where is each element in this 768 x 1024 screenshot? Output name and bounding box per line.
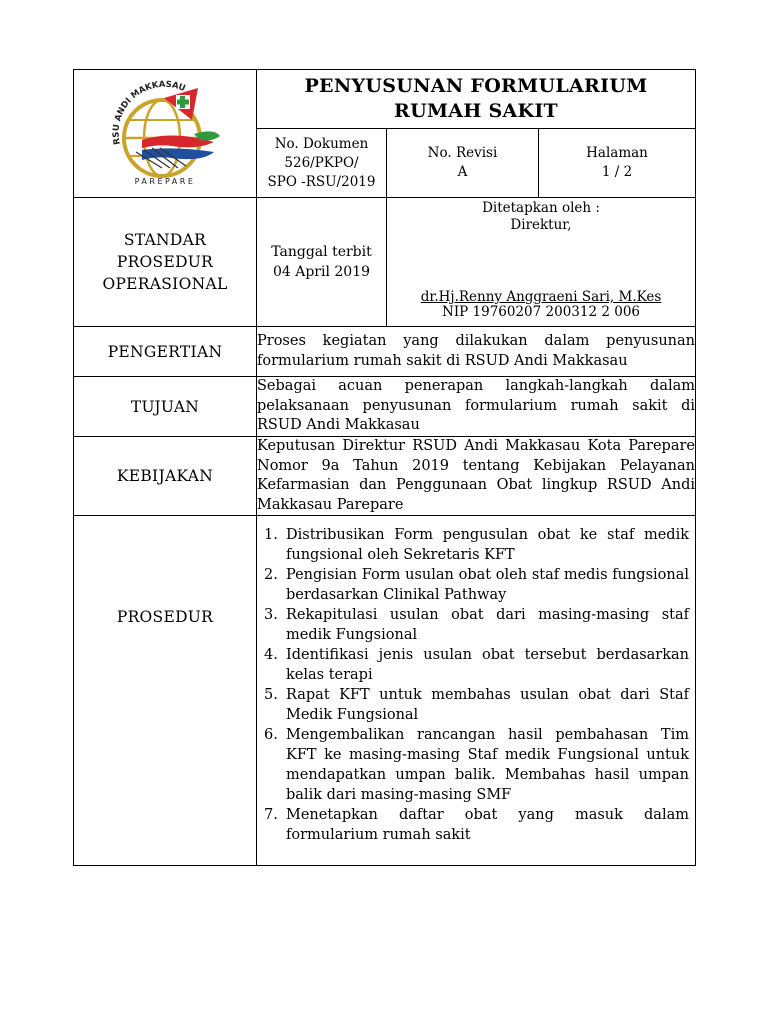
procedure-step <box>264 565 689 605</box>
procedure-step-number: 7. <box>264 807 278 823</box>
page-value: 1 / 2 <box>601 164 633 180</box>
procedure-step-text: Menetapkan daftar obat yang masuk dalam formularium rumah sakit <box>286 807 689 843</box>
page-label: Halaman <box>586 145 648 161</box>
logo-bottom-text: PAREPARE <box>134 176 196 186</box>
procedure-step-number: 1. <box>264 527 278 543</box>
procedure-step-number: 4. <box>264 647 278 663</box>
kebijakan-text: Keputusan Direktur RSUD Andi Makkasau Kota Parepare Nomor 9a Tahun 2019 tentang Kebijakan Pelayanan Kefarmasian dan Penggunaan Obat lingkup RSUD Andi Makkasau Parepare <box>257 437 696 516</box>
approver-position: Direktur, <box>510 217 572 233</box>
procedure-step-number: 5. <box>264 687 278 703</box>
hospital-logo-cell <box>74 70 257 198</box>
pengertian-label: PENGERTIAN <box>74 327 257 377</box>
issued-date: 04 April 2019 <box>272 264 371 280</box>
logo-arc-text: RSU ANDI MAKKASAU <box>111 79 187 145</box>
sop-label-line-3: OPERASIONAL <box>102 275 228 293</box>
procedure-step-text: Rekapitulasi usulan obat dari masing-masing staf medik Fungsional <box>286 607 689 643</box>
procedure-step-number: 3. <box>264 607 278 623</box>
procedure-step-text: Mengembalikan rancangan hasil pembahasan Tim KFT ke masing-masing Staf medik Fungsional untuk mendapatkan umpan balik. Membahas hasil umpan balik dari masing-masing SMF <box>286 727 689 803</box>
sop-label-cell <box>74 198 257 327</box>
procedure-step-text: Pengisian Form usulan obat oleh staf medis fungsional berdasarkan Clinikal Pathway <box>286 567 689 603</box>
procedure-step-text: Identifikasi jenis usulan obat tersebut berdasarkan kelas terapi <box>286 647 689 683</box>
tujuan-label: TUJUAN <box>74 377 257 437</box>
page-cell <box>539 129 696 198</box>
procedure-step <box>264 645 689 685</box>
approval-cell <box>387 198 696 327</box>
issued-label: Tanggal terbit <box>271 244 372 260</box>
sop-label-line-2: PROSEDUR <box>116 253 214 271</box>
document-title <box>257 70 696 129</box>
procedure-step <box>264 525 689 565</box>
procedure-step <box>264 805 689 845</box>
document-number-value-2: SPO -RSU/2019 <box>267 173 376 190</box>
sop-label-line-1: STANDAR <box>123 231 207 249</box>
document-number-label: No. Dokumen <box>274 135 369 152</box>
issued-date-cell <box>257 198 387 327</box>
procedure-step-text: Distribusikan Form pengusulan obat ke staf medik fungsional oleh Sekretaris KFT <box>286 527 689 563</box>
approved-by-label: Ditetapkan oleh : <box>482 200 600 216</box>
tujuan-text: Sebagai acuan penerapan langkah-langkah dalam pelaksanaan penyusunan formularium rumah sakit di RSUD Andi Makkasau <box>257 377 696 437</box>
procedure-step-number: 6. <box>264 727 278 743</box>
revision-cell <box>387 129 539 198</box>
prosedur-label: PROSEDUR <box>74 516 257 866</box>
kebijakan-label: KEBIJAKAN <box>74 437 257 516</box>
procedure-step-number: 2. <box>264 567 278 583</box>
prosedur-cell <box>257 516 696 866</box>
title-line-1: PENYUSUNAN FORMULARIUM <box>304 75 648 97</box>
title-line-2: RUMAH SAKIT <box>393 100 558 122</box>
procedure-step <box>264 685 689 725</box>
procedure-list <box>257 516 695 865</box>
procedure-step <box>264 725 689 805</box>
signer-name: dr.Hj.Renny Anggraeni Sari, M.Kes <box>420 289 662 305</box>
document-number-value-1: 526/PKPO/ <box>284 154 359 171</box>
sop-document-table <box>73 69 696 866</box>
document-number-cell <box>257 129 387 198</box>
procedure-step <box>264 605 689 645</box>
revision-value: A <box>457 164 468 180</box>
hospital-logo <box>102 76 228 188</box>
pengertian-text: Proses kegiatan yang dilakukan dalam penyusunan formularium rumah sakit di RSUD Andi Makkasau <box>257 327 696 377</box>
revision-label: No. Revisi <box>427 145 498 161</box>
signer-nip: NIP 19760207 200312 2 006 <box>442 304 640 320</box>
procedure-step-text: Rapat KFT untuk membahas usulan obat dari Staf Medik Fungsional <box>286 687 689 723</box>
